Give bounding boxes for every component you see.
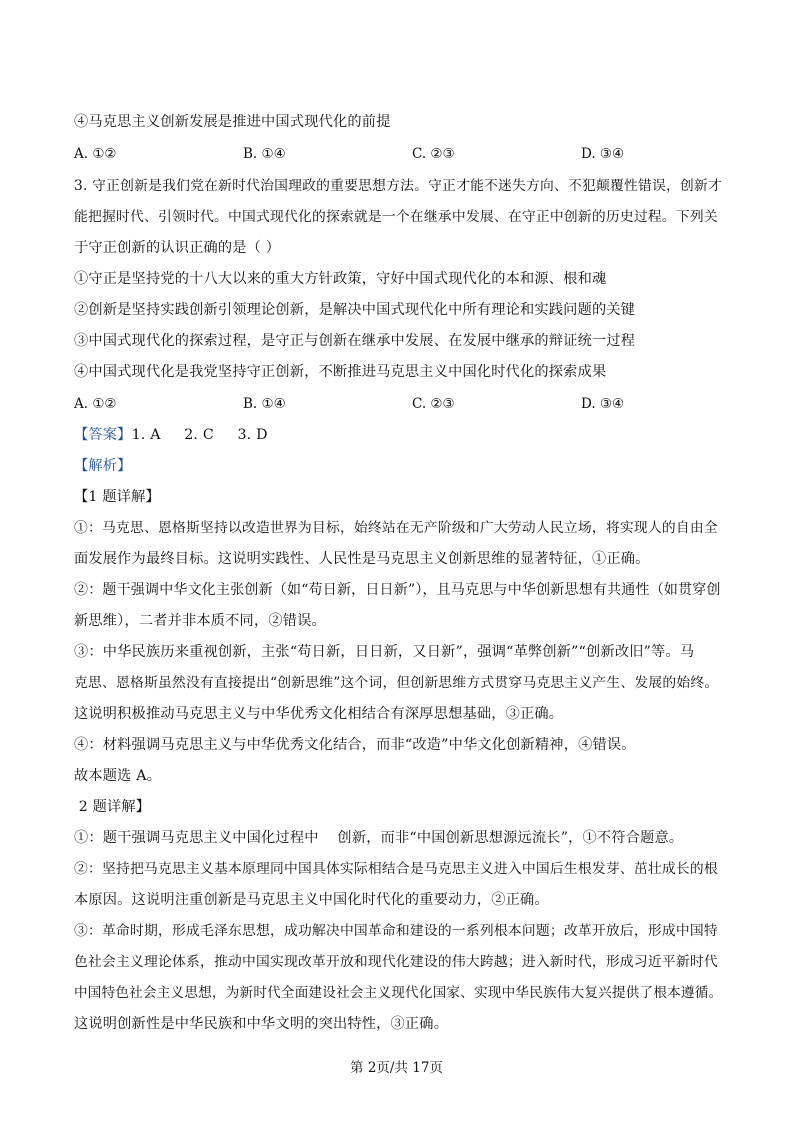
q3-option-d: D. ③④ — [581, 396, 625, 412]
q2-option-b: B. ①④ — [243, 146, 286, 162]
q3-stem-line-2: 能把握时代、引领时代。中国式现代化的探索就是一个在继承中发展、在守正中创新的历史过程。下列关 — [74, 209, 718, 225]
q2-detail-line: 这说明创新性是中华民族和中华文明的突出特性，③正确。 — [74, 1016, 449, 1032]
answer-label: 【答案】 — [74, 427, 132, 443]
answer-text: 1. A 2. C 3. D — [131, 427, 268, 443]
q1-detail-line: ①：马克思、恩格斯坚持以改造世界为目标，始终站在无产阶级和广大劳动人民立场，将实现人的自由全 — [74, 520, 718, 536]
answer-line — [74, 425, 724, 445]
q2-detail-heading: 2 题详解】 — [74, 799, 151, 815]
q2-detail-line: 中国特色社会主义思想，为新时代全面建设社会主义现代化国家、实现中华民族伟大复兴提供了根本遵循。 — [74, 985, 723, 1001]
q2-detail-line: ③：革命时期，形成毛泽东思想，成功解决中国革命和建设的一系列根本问题；改革开放后，形成中国特 — [74, 923, 718, 939]
q1-detail-line: ②：题干强调中华文化主张创新（如“苟日新，日日新”），且马克思与中华创新思想有共通性（如贯穿创 — [74, 582, 721, 598]
q2-option-a: A. ①② — [74, 146, 117, 162]
q3-item-3: ③中国式现代化的探索过程，是守正与创新在继承中发展、在发展中继承的辩证统一过程 — [74, 333, 636, 349]
q1-detail-heading: 【1 题详解】 — [74, 489, 160, 505]
q2-detail-line: ①：题干强调马克思主义中国化过程中 创新，而非“中国创新思想源远流长”，①不符合题意。 — [74, 830, 684, 846]
q3-option-c: C. ②③ — [412, 396, 455, 412]
q3-option-b: B. ①④ — [243, 396, 286, 412]
q3-item-1: ①守正是坚持党的十八大以来的重大方针政策，守好中国式现代化的本和源、根和魂 — [74, 271, 607, 287]
q3-item-2: ②创新是坚持实践创新引领理论创新，是解决中国式现代化中所有理论和实践问题的关键 — [74, 302, 636, 318]
q2-detail-line: 本原因。这说明注重创新是马克思主义中国化时代化的重要动力，②正确。 — [74, 892, 549, 908]
analysis-label: 【解析】 — [74, 458, 132, 474]
q2-detail-line: 色社会主义理论体系，推动中国实现改革开放和现代化建设的伟大跨越；进入新时代，形成习近平新时代 — [74, 954, 718, 970]
q1-detail-line: 面发展作为最终目标。这说明实践性、人民性是马克思主义创新思维的显著特征，①正确。 — [74, 551, 650, 567]
q2-detail-line: ②：坚持把马克思主义基本原理同中国具体实际相结合是马克思主义进入中国后生根发芽、茁壮成长的根 — [74, 861, 718, 877]
q2-option-d: D. ③④ — [581, 146, 625, 162]
q3-option-a: A. ①② — [74, 396, 117, 412]
q2-option-c: C. ②③ — [412, 146, 455, 162]
q1-detail-line: 这说明积极推动马克思主义与中华优秀文化相结合有深厚思想基础，③正确。 — [74, 706, 564, 722]
q1-detail-line: ③：中华民族历来重视创新，主张“苟日新，日日新，又日新”，强调“革弊创新”“创新改旧”等。马 — [74, 644, 695, 660]
q1-detail-line: 故本题选 A。 — [74, 768, 162, 784]
q1-detail-line: 新思维），二者并非本质不同，②错误。 — [74, 613, 326, 629]
q1-detail-line: ④：材料强调马克思主义与中华优秀文化结合，而非“改造”中华文化创新精神，④错误。 — [74, 737, 636, 753]
q3-stem-line-3: 于守正创新的认识正确的是（ ） — [74, 240, 281, 256]
q2-item-4: ④马克思主义创新发展是推进中国式现代化的前提 — [74, 114, 391, 130]
q3-stem-line-1: 3. 守正创新是我们党在新时代治国理政的重要思想方法。守正才能不迷失方向、不犯颠覆性错误，创新才 — [74, 178, 723, 194]
q1-detail-line: 克思、恩格斯虽然没有直接提出“创新思维”这个词，但创新思维方式贯穿马克思主义产生、发展的始终。 — [74, 675, 719, 691]
q3-item-4: ④中国式现代化是我党坚持守正创新，不断推进马克思主义中国化时代化的探索成果 — [74, 364, 607, 380]
page-footer: 第 2页/共 17页 — [350, 1060, 443, 1076]
